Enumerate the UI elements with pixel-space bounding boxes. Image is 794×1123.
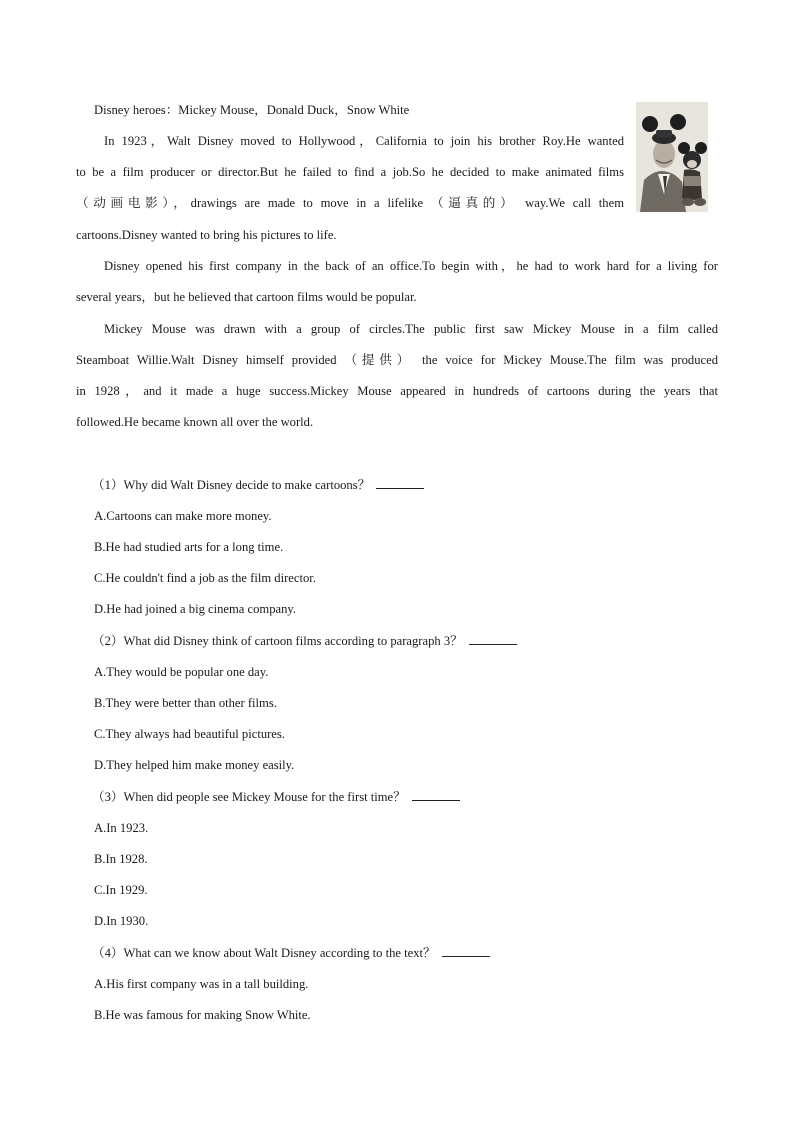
option: C.They always had beautiful pictures. bbox=[94, 727, 285, 741]
answer-blank bbox=[442, 945, 490, 957]
answer-blank bbox=[469, 633, 517, 645]
option: B.He had studied arts for a long time. bbox=[94, 540, 284, 554]
question-stem: （2）What did Disney think of cartoon films according to paragraph 3？ bbox=[92, 633, 517, 649]
paragraph-1-line: （动画电影），drawings are made to move in a lifelike （逼真的） way.We call them bbox=[76, 196, 624, 210]
option: D.They helped him make money easily. bbox=[94, 758, 295, 772]
paragraph-2-line: Disney opened his first company in the back of an office.To begin with，he had to work hard for a living for bbox=[104, 259, 718, 273]
answer-blank bbox=[412, 789, 460, 801]
paragraph-3-line: in 1928，and it made a huge success.Mickey Mouse appeared in hundreds of cartoons during the years that bbox=[76, 384, 718, 398]
paragraph-1-line: to be a film producer or director.But he failed to find a job.So he decided to make animated films bbox=[76, 165, 624, 179]
option: A.They would be popular one day. bbox=[94, 665, 269, 679]
question-stem: （1）Why did Walt Disney decide to make cartoons？ bbox=[92, 477, 424, 493]
paragraph-1-line: cartoons.Disney wanted to bring his pictures to life. bbox=[76, 228, 337, 242]
question-stem: （4）What can we know about Walt Disney according to the text？ bbox=[92, 945, 490, 961]
option: C.In 1929. bbox=[94, 883, 148, 897]
paragraph-1-line: In 1923，Walt Disney moved to Hollywood，California to join his brother Roy.He wanted bbox=[104, 134, 624, 148]
paragraph-3-line: Steamboat Willie.Walt Disney himself provided （提供） the voice for Mickey Mouse.The film was produced bbox=[76, 353, 718, 367]
option: B.He was famous for making Snow White. bbox=[94, 1008, 311, 1022]
option: C.He couldn't find a job as the film director. bbox=[94, 571, 316, 585]
option: A.His first company was in a tall building. bbox=[94, 977, 309, 991]
option: B.In 1928. bbox=[94, 852, 148, 866]
walt-disney-with-mickey-photo bbox=[636, 102, 708, 212]
option: B.They were better than other films. bbox=[94, 696, 277, 710]
question-stem: （3）When did people see Mickey Mouse for the first time？ bbox=[92, 789, 460, 805]
option: D.In 1930. bbox=[94, 914, 149, 928]
paragraph-3-line: followed.He became known all over the world. bbox=[76, 415, 314, 429]
paragraph-3-line: Mickey Mouse was drawn with a group of circles.The public first saw Mickey Mouse in a film called bbox=[104, 322, 718, 336]
answer-blank bbox=[376, 477, 424, 489]
option: A.Cartoons can make more money. bbox=[94, 509, 272, 523]
option: D.He had joined a big cinema company. bbox=[94, 602, 297, 616]
passage-header: Disney heroes：Mickey Mouse，Donald Duck，Snow White bbox=[94, 103, 410, 117]
option: A.In 1923. bbox=[94, 821, 149, 835]
paragraph-2-line: several years，but he believed that cartoon films would be popular. bbox=[76, 290, 417, 304]
